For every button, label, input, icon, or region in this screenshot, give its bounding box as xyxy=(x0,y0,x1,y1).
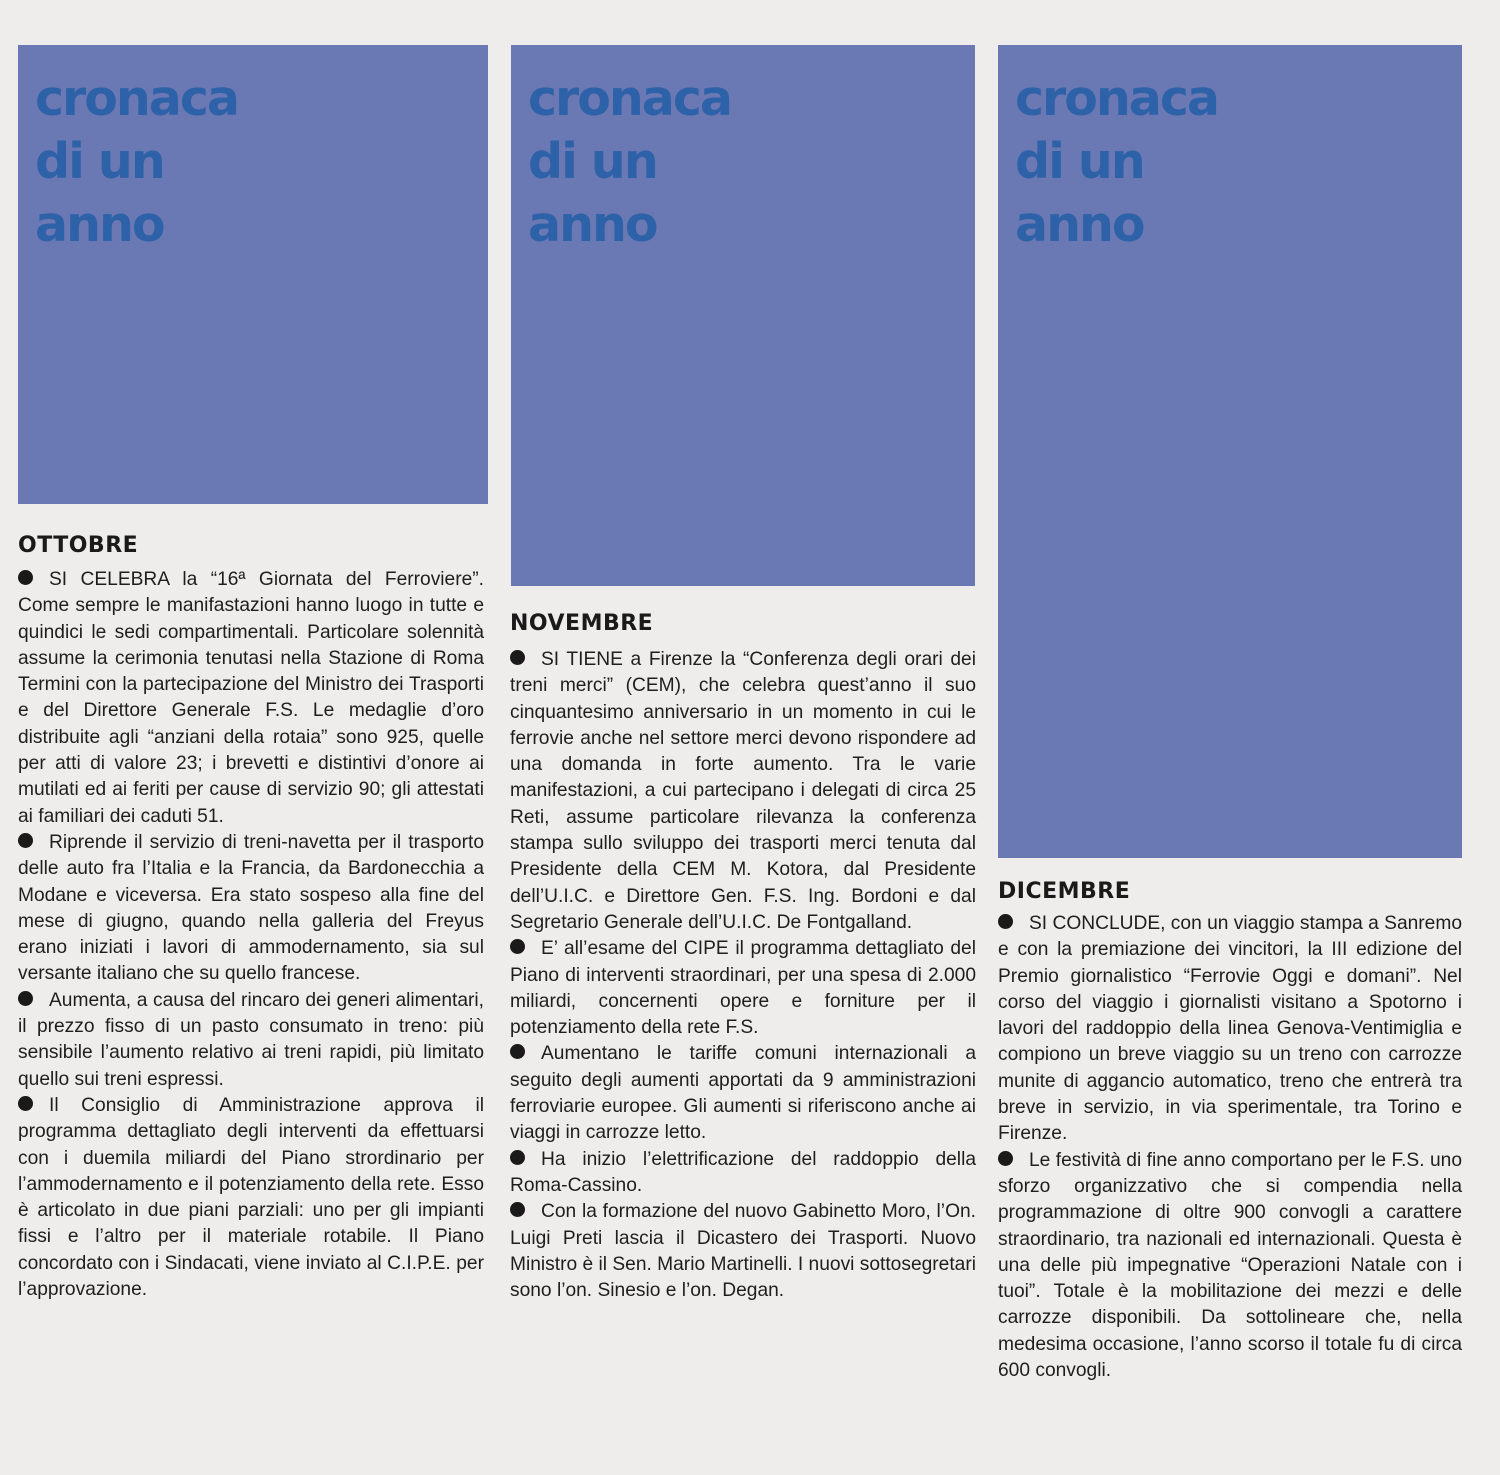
bullet-icon xyxy=(998,1151,1013,1166)
bullet-icon xyxy=(510,1202,525,1217)
panel-title: cronaca di un anno xyxy=(528,70,731,253)
bullet-icon xyxy=(18,570,33,585)
month-heading: OTTOBRE xyxy=(18,533,139,558)
title-panel xyxy=(511,45,975,586)
paragraph: Riprende il servizio di treni-navetta per il trasporto delle auto fra l’Italia e la Francia, da Bardonecchia a Modane e viceversa. Era stato sospeso alla fine del mese di giugno, quando nella galleria del Freyus erano iniziati i lavori di ammodernamento, sia sul versante italiano che su quello francese. xyxy=(18,831,484,985)
paragraph: Le festività di fine anno comportano per le F.S. uno sforzo organizzativo che si compendia nella programmazione di oltre 900 convogli a carattere straordinario, tra nazionali ed internazionali. Questa è una delle più impegnative “Operazioni Natale con i tuoi”. Totale è la mobilitazione dei mezzi e delle carrozze disponibili. Da sottolineare che, nella medesima occasione, l’anno scorso il totale fu di circa 600 convogli. xyxy=(998,1149,1462,1382)
paragraph: Il Consiglio di Amministrazione approva il programma dettagliato degli interventi da effettuarsi con i duemila miliardi del Piano strordinario per l’ammodernamento e il potenziamento della rete. Esso è articolato in due piani parziali: uno per gli impianti fissi e l’altro per il materiale rotabile. Il Piano concordato con i Sindacati, viene inviato al C.I.P.E. per l’approvazione. xyxy=(18,1094,484,1301)
panel-title: cronaca di un anno xyxy=(35,70,238,253)
article-body xyxy=(998,911,1462,1384)
bullet-icon xyxy=(18,991,33,1006)
bullet-icon xyxy=(510,1044,525,1059)
bullet-icon xyxy=(18,1096,33,1111)
panel-title: cronaca di un anno xyxy=(1015,70,1218,253)
bullet-icon xyxy=(18,833,33,848)
paragraph: Aumenta, a causa del rincaro dei generi alimentari, il prezzo fisso di un pasto consumato in treno: più sensibile l’aumento relativo ai treni rapidi, più limitato quello sui treni espressi. xyxy=(18,989,484,1090)
title-panel xyxy=(998,45,1462,858)
article-body xyxy=(510,647,976,1304)
paragraph: E’ all’esame del CIPE il programma dettagliato del Piano di interventi straordinari, per una spesa di 2.000 miliardi, concernenti opere e forniture per il potenziamento della rete F.S. xyxy=(510,938,976,1039)
paragraph: Ha inizio l’elettrificazione del raddoppio della Roma-Cassino. xyxy=(510,1148,976,1196)
paragraph: SI TIENE a Firenze la “Conferenza degli orari dei treni merci” (CEM), che celebra quest’anno il suo cinquantesimo anniversario in un momento in cui le ferrovie anche nel settore merci devono rispondere ad una domanda in forte aumento. Tra le varie manifestazioni, a cui partecipano i delegati di circa 25 Reti, assume particolare rilevanza la conferenza stampa sullo sviluppo dei trasporti merci tenuta dal Presidente della CEM M. Kotora, dal Presidente dell’U.I.C. e Direttore Gen. F.S. Ing. Bordoni e dal Segretario Generale dell’U.I.C. De Fontgalland. xyxy=(510,649,976,933)
bullet-icon xyxy=(998,914,1013,929)
bullet-icon xyxy=(510,939,525,954)
paragraph: Aumentano le tariffe comuni internazionali a seguito degli aumenti apportati da 9 amministrazioni ferroviarie europee. Gli aumenti si riferiscono anche ai viaggi in carrozze letto. xyxy=(510,1043,976,1144)
paragraph: SI CELEBRA la “16ª Giornata del Ferroviere”. Come sempre le manifastazioni hanno luogo in tutte e quindici le sedi compartimentali. Particolare solennità assume la cerimonia tenutasi nella Stazione di Roma Termini con la partecipazione del Ministro dei Trasporti e del Direttore Generale F.S. Le medaglie d’oro distribuite agli “anziani della rotaia” sono 925, quelle per atti di valore 23; i brevetti e distintivi d’onore ai mutilati ed ai feriti per cause di servizio 90; gli attestati ai familiari dei caduti 51. xyxy=(18,569,484,827)
month-heading: NOVEMBRE xyxy=(510,611,654,636)
article-body xyxy=(18,567,484,1303)
bullet-icon xyxy=(510,1150,525,1165)
title-panel xyxy=(18,45,488,504)
bullet-icon xyxy=(510,650,525,665)
paragraph: SI CONCLUDE, con un viaggio stampa a Sanremo e con la premiazione dei vincitori, la III edizione del Premio giornalistico “Ferrovie Oggi e domani”. Nel corso del viaggio i giornalisti visitano a Spotorno i lavori del raddoppio della linea Genova-Ventimiglia e compiono un breve viaggio su un treno con carrozze munite di aggancio automatico, treno che entrerà tra breve in servizio, in via sperimentale, tra Torino e Firenze. xyxy=(998,913,1462,1145)
paragraph: Con la formazione del nuovo Gabinetto Moro, l’On. Luigi Preti lascia il Dicastero dei Trasporti. Nuovo Ministro è il Sen. Mario Martinelli. I nuovi sottosegretari sono l’on. Sinesio e l’on. Degan. xyxy=(510,1201,977,1302)
month-heading: DICEMBRE xyxy=(998,879,1131,904)
